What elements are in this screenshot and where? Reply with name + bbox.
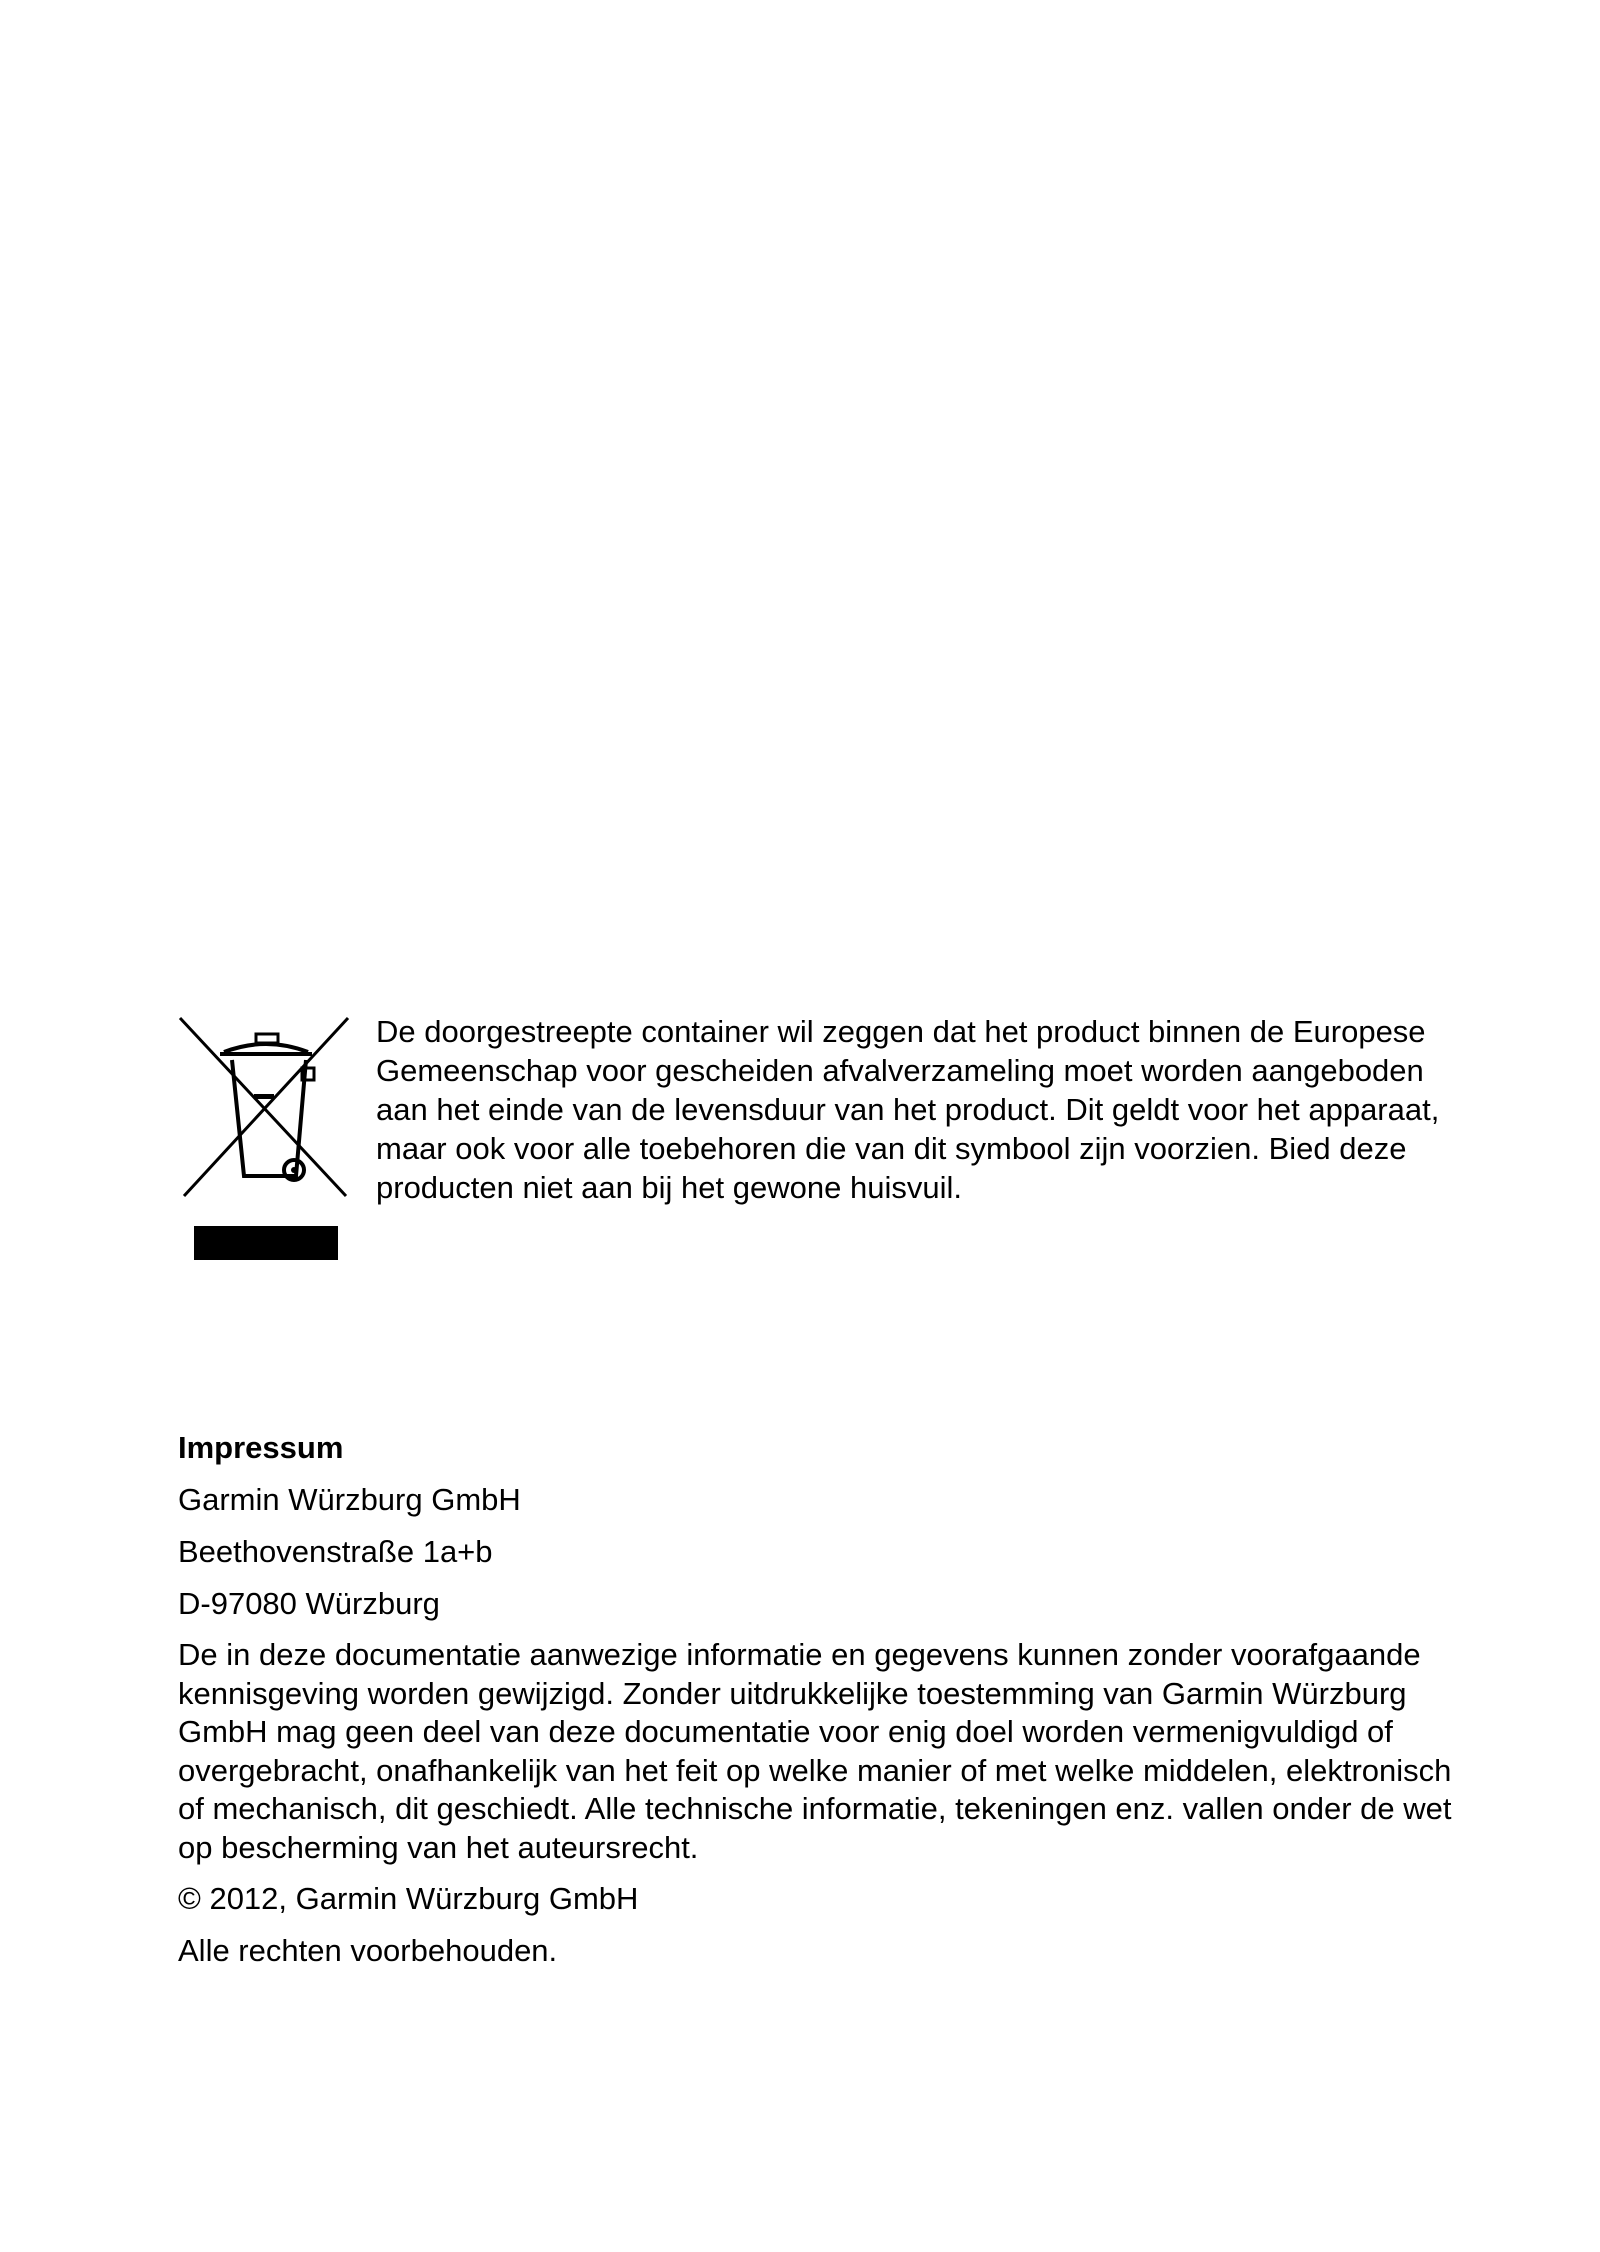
copyright-line: © 2012, Garmin Würzburg GmbH [178,1881,639,1916]
rights-reserved: Alle rechten voorbehouden. [178,1933,558,1968]
street-address: Beethovenstraße 1a+b [178,1534,493,1569]
impressum [178,1428,1458,1983]
city-address: D-97080 Würzburg [178,1586,440,1621]
legal-notice: De in deze documentatie aanwezige informatie en gegevens kunnen zonder voorafgaande kennisgeving worden gewijzigd. Zonder uitdrukkelijke toestemming van Garmin Würzburg GmbH mag geen deel van deze documentatie voor enig doel worden vermenigvuldigd of overgebracht, onafhankelijk van het feit op welke manier of met welke middelen, elektronisch of mechanisch, dit geschiedt. Alle technische informatie, tekeningen enz. vallen onder de wet op bescherming van het auteursrecht. [178,1637,1452,1865]
weee-description: De doorgestreepte container wil zeggen dat het product binnen de Europese Gemeenschap voor gescheiden afvalverzameling moet worden aangeboden aan het einde van de levensduur van het product. Dit geldt voor het apparaat, maar ook voor alle toebehoren die van dit symbool zijn voorzien. Bied deze producten niet aan bij het gewone huisvuil. [376,1014,1440,1205]
crossed-out-wheeled-bin-icon [176,1012,356,1260]
impressum-title: Impressum [178,1430,344,1465]
company-name: Garmin Würzburg GmbH [178,1482,521,1517]
